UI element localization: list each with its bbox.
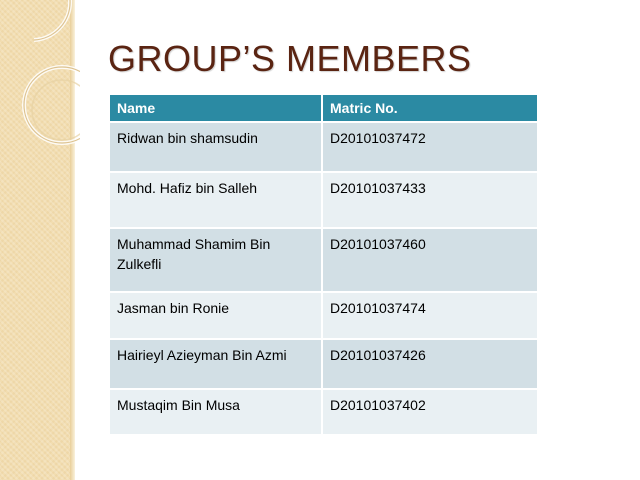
decorative-rings: [0, 0, 80, 160]
member-name-cell: Mustaqim Bin Musa: [110, 389, 322, 435]
member-name-cell: Jasman bin Ronie: [110, 292, 322, 339]
table-row: [110, 292, 537, 339]
matric-no-cell: D20101037472: [322, 122, 537, 172]
member-name-cell: Muhammad Shamim Bin Zulkefli: [110, 228, 322, 292]
slide-title: GROUP’S MEMBERS: [108, 38, 472, 79]
header-matric-no: Matric No.: [322, 95, 537, 122]
member-name-cell: Ridwan bin shamsudin: [110, 122, 322, 172]
member-name-cell: Hairieyl Azieyman Bin Azmi: [110, 339, 322, 389]
table-row: [110, 339, 537, 389]
table-row: [110, 389, 537, 435]
matric-no-cell: D20101037433: [322, 172, 537, 228]
table-row: [110, 172, 537, 228]
matric-no-cell: D20101037474: [322, 292, 537, 339]
table-row: [110, 228, 537, 292]
members-table: [110, 95, 537, 436]
matric-no-cell: D20101037402: [322, 389, 537, 435]
header-name: Name: [110, 95, 322, 122]
table-header-row: [110, 95, 537, 122]
member-name-cell: Mohd. Hafiz bin Salleh: [110, 172, 322, 228]
matric-no-cell: D20101037460: [322, 228, 537, 292]
ring-outline-bottom: [24, 67, 80, 143]
matric-no-cell: D20101037426: [322, 339, 537, 389]
table-row: [110, 122, 537, 172]
ring-outline-top: [34, 0, 70, 40]
